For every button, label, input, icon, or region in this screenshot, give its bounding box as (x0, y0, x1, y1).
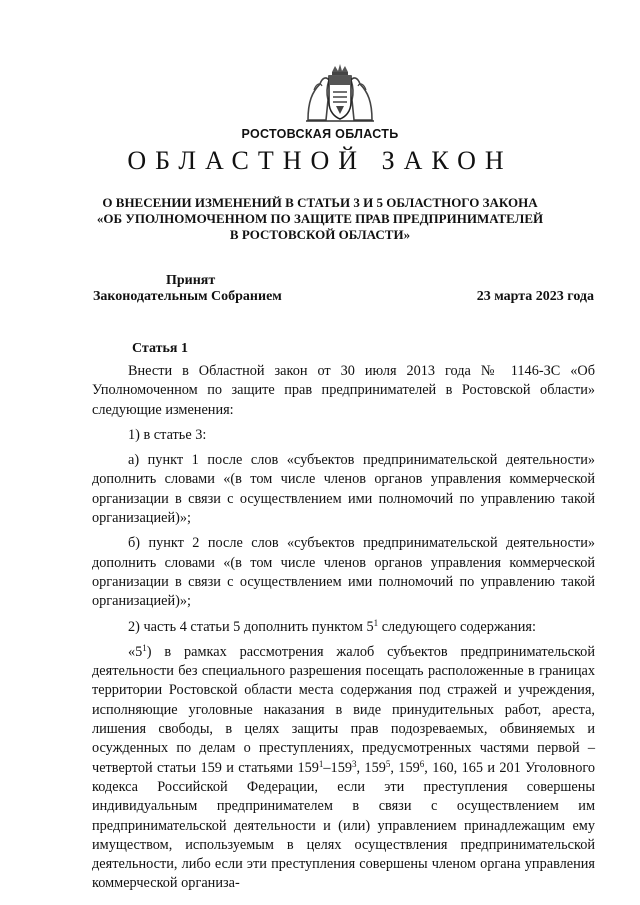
quote-sep-c: , 159 (356, 759, 386, 776)
item-2 (92, 618, 595, 637)
quote-sup-c: 5 (385, 758, 391, 769)
item-2-text: 2) часть 4 статьи 5 дополнить пунктом 5 (128, 618, 374, 635)
item-1: 1) в статье 3: (128, 426, 207, 443)
quote-sup-d: 6 (419, 758, 425, 769)
subject-line-3: В РОСТОВСКОЙ ОБЛАСТИ» (229, 227, 411, 242)
rostov-oblast-coat-of-arms-icon (302, 62, 378, 124)
adoption-date: 23 марта 2023 года (476, 289, 594, 304)
region-name: РОСТОВСКАЯ ОБЛАСТЬ (241, 127, 399, 141)
item-1b: б) пункт 2 после слов «субъектов предпринимательской деятельности» дополнить словами «(в том числе членов органов управления коммерческой организации в связи с осуществлением ими полномочий по управлению такой организацией)»; (92, 535, 595, 610)
adopting-body: Законодательным Собранием (93, 289, 282, 304)
item-2-tail: следующего содержания: (378, 618, 536, 635)
item-2-sup: 1 (373, 617, 379, 628)
law-type-title: ОБЛАСТНОЙ ЗАКОН (127, 146, 513, 175)
quote-sup-b: 3 (351, 758, 357, 769)
quote-open: «5 (128, 643, 143, 660)
quote-sup-a: 1 (318, 758, 324, 769)
adopted-label: Принят (166, 273, 216, 288)
quote-text-2: , 160, 165 и 201 Уголовного кодекса Российской Федерации, если эти преступления совершены индивидуальным предпринимателем в связи с осуществлением им предпринимательской деятельности и (или) управлением принадлежащим ему имуществом, используемым в целях осуществления предпринимательской деятельности, либо если эти преступления совершены членом органа управления коммерческой организа- (92, 759, 596, 892)
article-intro: Внести в Областной закон от 30 июля 2013 года № 1146-ЗС «Об Уполномоченном по защите прав предпринимателей в Ростовской области» следующие изменения: (92, 363, 595, 418)
quote-dash: –159 (323, 759, 352, 776)
article-heading: Статья 1 (132, 341, 188, 356)
law-subject-heading (60, 195, 580, 243)
quote-text-1: ) в рамках рассмотрения жалоб субъектов предпринимательской деятельности без специального разрешения посещать расположенные в границах территории Ростовской области места содержания под стражей и учреждения, исполняющие уголовные наказания в виде принудительных работ, ареста, лишения свободы, в целях защиты прав подозреваемых, обвиняемых и осужденных по делам о преступлениях, предусмотренных частями первой – четвертой статьи 159 и статьями 159 (92, 643, 595, 776)
quote-open-sup: 1 (142, 642, 147, 653)
item-1a: а) пункт 1 после слов «субъектов предпринимательской деятельности» дополнить словами «(в том числе членов органов управления коммерческой организации в связи с осуществлением ими полномочий по управлению такой организацией)»; (92, 452, 595, 527)
article-body (92, 362, 595, 900)
subject-line-2: «ОБ УПОЛНОМОЧЕННОМ ПО ЗАЩИТЕ ПРАВ ПРЕДПРИНИМАТЕЛЕЙ (96, 211, 544, 226)
subject-line-1: О ВНЕСЕНИИ ИЗМЕНЕНИЙ В СТАТЬИ 3 И 5 ОБЛАСТНОГО ЗАКОНА (102, 195, 538, 210)
quoted-paragraph (92, 643, 595, 894)
quote-sep-d: , 159 (390, 759, 420, 776)
